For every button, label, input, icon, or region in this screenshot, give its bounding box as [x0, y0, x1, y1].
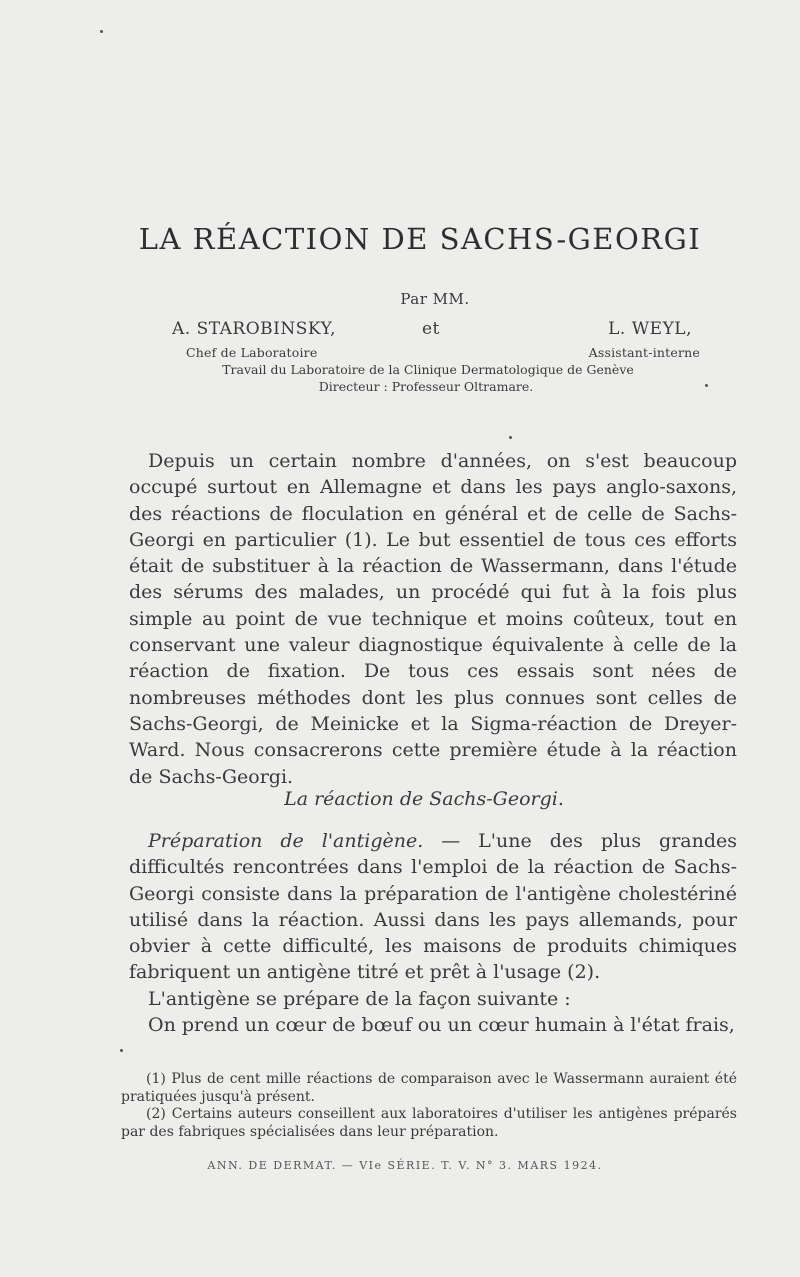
section-body: [129, 828, 737, 1038]
prep-paragraph-3: On prend un cœur de bœuf ou un cœur humain à l'état frais,: [148, 1014, 735, 1037]
paper-speck: [120, 1049, 123, 1052]
footnote-2: (2) Certains auteurs conseillent aux laboratoires d'utiliser les antigènes préparés par des fabriques spécialisées dans leur préparation.: [121, 1106, 737, 1140]
footnotes: [121, 1071, 737, 1141]
prep-paragraph-2: L'antigène se prépare de la façon suivante :: [148, 987, 571, 1010]
paper-speck: [705, 384, 708, 387]
laboratory-line: Travail du Laboratoire de la Clinique Dermatologique de Genève: [222, 362, 634, 377]
author-conjunction: et: [422, 319, 440, 339]
paper-speck: [509, 436, 512, 439]
prep-paragraph: [129, 828, 737, 986]
byline-intro: Par MM.: [400, 290, 470, 308]
author-2: L. WEYL,: [608, 319, 692, 339]
article-title: LA RÉACTION DE SACHS-GEORGI: [138, 222, 702, 256]
author-1-role: Chef de Laboratoire: [186, 345, 318, 360]
intro-paragraph-block: [129, 448, 737, 790]
journal-footer: ANN. DE DERMAT. — VIe SÉRIE. T. V. N° 3. MARS 1924.: [207, 1159, 603, 1172]
director-line: Directeur : Professeur Oltramare.: [318, 379, 534, 394]
prep-text: — L'une des plus grandes difficultés rencontrées dans l'emploi de la réaction de Sachs-Georgi consiste dans la préparation de l'antigène cholestériné utilisé dans la réaction. Aussi dans les pays allemands, pour obvier à cette difficulté, les maisons de produits chimiques fabriquent un antigène titré et prêt à l'usage (2).: [129, 830, 737, 984]
intro-paragraph: Depuis un certain nombre d'années, on s'est beaucoup occupé surtout en Allemagne et dans les pays anglo-saxons, des réactions de floculation en général et de celle de Sachs-Georgi en particulier (1). Le but essentiel de tous ces efforts était de substituer à la réaction de Wassermann, dans l'étude des sérums des malades, un procédé qui fut à la fois plus simple au point de vue technique et moins coûteux, tout en conservant une valeur diagnostique équivalente à celle de la réaction de fixation. De tous ces essais sont nées de nombreuses méthodes dont les plus connues sont celles de Sachs-Georgi, de Meinicke et la Sigma-réaction de Dreyer-Ward. Nous consacrerons cette première étude à la réaction de Sachs-Georgi.: [129, 450, 737, 788]
paper-speck: [100, 30, 103, 33]
author-1: A. STAROBINSKY,: [172, 319, 337, 339]
author-2-role: Assistant-interne: [588, 345, 700, 360]
section-heading: La réaction de Sachs-Georgi.: [284, 788, 564, 810]
prep-label: Préparation de l'antigène.: [148, 830, 424, 852]
footnote-1: (1) Plus de cent mille réactions de comparaison avec le Wassermann auraient été pratiquées jusqu'à présent.: [121, 1071, 737, 1105]
